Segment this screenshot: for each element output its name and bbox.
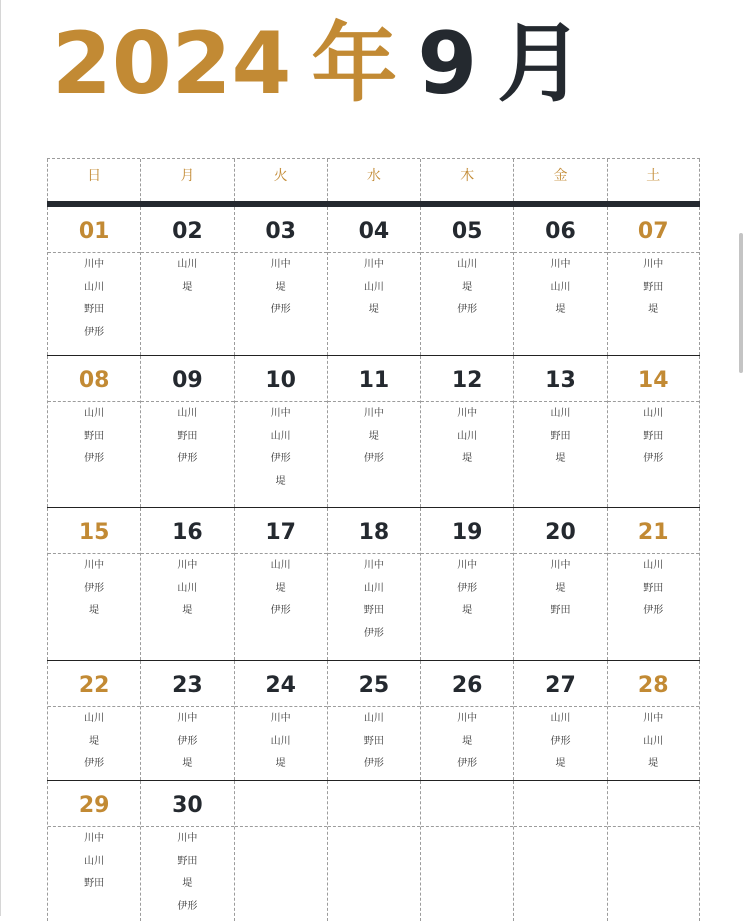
assignee-name: 伊形	[84, 453, 105, 464]
assignee-name: 堤	[462, 735, 473, 747]
assignee-name: 野田	[550, 605, 571, 616]
assignee-name: 堤	[462, 453, 473, 464]
assignee-name: 伊形	[363, 453, 384, 464]
calendar-day-cell[interactable]	[140, 508, 233, 660]
assignee-list	[48, 402, 140, 472]
assignee-name: 野田	[363, 735, 384, 747]
day-number: 03	[235, 207, 327, 253]
assignee-list	[421, 253, 513, 323]
assignee-name: 川中	[457, 560, 478, 571]
calendar-day-cell[interactable]	[420, 207, 513, 355]
day-number: 19	[421, 508, 513, 554]
assignee-name: 堤	[555, 453, 566, 464]
assignee-list	[608, 253, 699, 323]
calendar-day-cell[interactable]	[327, 781, 420, 921]
assignee-name: 山川	[457, 259, 478, 270]
assignee-name: 伊形	[457, 304, 478, 315]
assignee-name: 野田	[84, 878, 105, 889]
assignee-list	[608, 402, 699, 472]
assignee-name: 堤	[182, 605, 193, 616]
assignee-list	[328, 707, 420, 777]
day-number: 05	[421, 207, 513, 253]
assignee-name: 伊形	[643, 453, 664, 464]
scrollbar-thumb[interactable]	[739, 233, 743, 373]
assignee-name: 堤	[462, 281, 473, 293]
calendar-week-row	[47, 356, 700, 508]
assignee-list	[421, 554, 513, 624]
assignee-list	[235, 402, 327, 494]
calendar-day-cell[interactable]	[234, 508, 327, 660]
calendar-day-cell[interactable]	[607, 661, 700, 780]
calendar-day-cell[interactable]	[140, 356, 233, 507]
assignee-name: 堤	[182, 281, 193, 293]
assignee-name: 堤	[89, 605, 100, 616]
calendar-day-cell[interactable]	[513, 356, 606, 507]
day-number: 07	[608, 207, 699, 253]
assignee-name: 山川	[363, 713, 384, 724]
day-number: 06	[514, 207, 606, 253]
assignee-list	[514, 253, 606, 323]
assignee-name: 川中	[84, 833, 105, 844]
title-month: 9	[417, 14, 478, 114]
assignee-name: 野田	[177, 430, 198, 442]
assignee-list	[421, 707, 513, 777]
assignee-list	[328, 827, 420, 829]
day-number: 27	[514, 661, 606, 707]
page-title	[52, 14, 583, 114]
day-number	[514, 781, 606, 827]
calendar-day-cell[interactable]	[513, 508, 606, 660]
weekday-header-row	[47, 158, 700, 201]
weekday-header: 木	[420, 159, 513, 201]
assignee-list	[421, 827, 513, 829]
assignee-name: 川中	[270, 713, 291, 724]
assignee-name: 堤	[555, 582, 566, 594]
assignee-name: 伊形	[177, 453, 198, 464]
calendar-grid	[47, 158, 700, 921]
assignee-name: 伊形	[457, 758, 478, 769]
assignee-name: 山川	[177, 582, 198, 594]
calendar-day-cell[interactable]	[513, 207, 606, 355]
day-number: 01	[48, 207, 140, 253]
assignee-name: 山川	[643, 735, 664, 747]
title-year: 2024	[52, 14, 292, 114]
calendar-day-cell[interactable]	[607, 356, 700, 507]
assignee-name: 伊形	[457, 582, 478, 594]
calendar-day-cell[interactable]	[47, 661, 140, 780]
assignee-name: 山川	[177, 408, 198, 419]
day-number: 12	[421, 356, 513, 402]
assignee-name: 山川	[550, 713, 571, 724]
weekday-header: 日	[47, 159, 140, 201]
assignee-name: 山川	[363, 582, 384, 594]
assignee-list	[328, 554, 420, 646]
assignee-name: 野田	[550, 430, 571, 442]
calendar-day-cell[interactable]	[327, 508, 420, 660]
weekday-header: 月	[140, 159, 233, 201]
assignee-name: 堤	[368, 304, 379, 315]
assignee-name: 伊形	[363, 627, 384, 639]
day-number: 26	[421, 661, 513, 707]
assignee-name: 川中	[84, 259, 105, 270]
assignee-name: 川中	[643, 713, 664, 724]
assignee-name: 川中	[270, 259, 291, 270]
assignee-name: 伊形	[270, 605, 291, 616]
assignee-name: 堤	[555, 304, 566, 315]
calendar-day-cell[interactable]	[420, 781, 513, 921]
assignee-list	[608, 707, 699, 777]
assignee-name: 堤	[462, 605, 473, 616]
assignee-name: 川中	[550, 560, 571, 571]
calendar-day-cell[interactable]	[47, 356, 140, 507]
calendar-day-cell[interactable]	[513, 781, 606, 921]
assignee-list	[235, 253, 327, 323]
assignee-name: 川中	[363, 408, 384, 419]
assignee-list	[141, 402, 233, 472]
calendar-day-cell[interactable]	[47, 781, 140, 921]
assignee-name: 山川	[270, 430, 291, 442]
day-number: 08	[48, 356, 140, 402]
assignee-name: 堤	[275, 582, 286, 594]
calendar-day-cell[interactable]	[607, 207, 700, 355]
weekday-header: 火	[234, 159, 327, 201]
calendar-day-cell[interactable]	[513, 661, 606, 780]
day-number	[235, 781, 327, 827]
assignee-name: 川中	[84, 560, 105, 571]
assignee-list	[141, 707, 233, 777]
calendar-day-cell[interactable]	[234, 207, 327, 355]
assignee-name: 伊形	[550, 735, 571, 747]
day-number: 28	[608, 661, 699, 707]
calendar-day-cell[interactable]	[47, 207, 140, 355]
calendar-weeks	[47, 207, 700, 921]
assignee-name: 山川	[84, 408, 105, 419]
calendar-day-cell[interactable]	[420, 508, 513, 660]
day-number: 10	[235, 356, 327, 402]
assignee-name: 山川	[84, 855, 105, 867]
calendar-day-cell[interactable]	[47, 508, 140, 660]
weekday-header: 土	[607, 159, 700, 201]
assignee-name: 野田	[84, 430, 105, 442]
assignee-name: 伊形	[84, 326, 105, 338]
assignee-name: 野田	[643, 430, 664, 442]
assignee-list	[141, 827, 233, 919]
day-number: 20	[514, 508, 606, 554]
assignee-name: 伊形	[84, 758, 105, 769]
calendar-day-cell[interactable]	[140, 781, 233, 921]
calendar-day-cell[interactable]	[327, 356, 420, 507]
day-number: 15	[48, 508, 140, 554]
assignee-list	[48, 253, 140, 345]
assignee-list	[514, 402, 606, 472]
assignee-name: 堤	[275, 281, 286, 293]
assignee-name: 山川	[550, 408, 571, 419]
assignee-list	[235, 827, 327, 829]
day-number	[608, 781, 699, 827]
calendar-week-row	[47, 661, 700, 781]
assignee-name: 堤	[555, 758, 566, 769]
assignee-name: 堤	[275, 758, 286, 769]
day-number: 17	[235, 508, 327, 554]
weekday-header: 水	[327, 159, 420, 201]
calendar-day-cell[interactable]	[234, 781, 327, 921]
page-left-border	[0, 0, 1, 916]
assignee-list	[48, 554, 140, 624]
title-year-suffix: 年	[311, 14, 398, 114]
assignee-list	[608, 827, 699, 829]
assignee-name: 堤	[89, 735, 100, 747]
assignee-name: 山川	[643, 560, 664, 571]
assignee-list	[235, 554, 327, 624]
day-number: 25	[328, 661, 420, 707]
assignee-name: 川中	[363, 560, 384, 571]
day-number: 14	[608, 356, 699, 402]
calendar-day-cell[interactable]	[607, 508, 700, 660]
day-number: 18	[328, 508, 420, 554]
assignee-name: 川中	[177, 713, 198, 724]
day-number: 23	[141, 661, 233, 707]
day-number: 02	[141, 207, 233, 253]
assignee-name: 川中	[550, 259, 571, 270]
assignee-name: 川中	[177, 560, 198, 571]
calendar-week-row	[47, 781, 700, 921]
assignee-name: 堤	[182, 758, 193, 769]
day-number: 09	[141, 356, 233, 402]
calendar-day-cell[interactable]	[140, 661, 233, 780]
assignee-name: 堤	[182, 878, 193, 889]
assignee-name: 川中	[457, 713, 478, 724]
assignee-name: 山川	[270, 735, 291, 747]
assignee-name: 川中	[363, 259, 384, 270]
calendar-day-cell[interactable]	[607, 781, 700, 921]
assignee-list	[48, 707, 140, 777]
assignee-name: 伊形	[270, 304, 291, 315]
assignee-name: 伊形	[177, 900, 198, 912]
day-number: 29	[48, 781, 140, 827]
day-number: 16	[141, 508, 233, 554]
day-number: 21	[608, 508, 699, 554]
assignee-name: 山川	[84, 713, 105, 724]
assignee-name: 山川	[643, 408, 664, 419]
assignee-name: 堤	[648, 758, 659, 769]
day-number	[328, 781, 420, 827]
assignee-list	[328, 402, 420, 472]
assignee-list	[514, 707, 606, 777]
assignee-name: 野田	[177, 855, 198, 867]
assignee-name: 伊形	[177, 735, 198, 747]
calendar-week-row	[47, 508, 700, 661]
assignee-list	[421, 402, 513, 472]
assignee-name: 川中	[643, 259, 664, 270]
assignee-name: 山川	[457, 430, 478, 442]
day-number: 30	[141, 781, 233, 827]
assignee-name: 野田	[84, 304, 105, 315]
assignee-name: 川中	[457, 408, 478, 419]
assignee-list	[514, 554, 606, 624]
assignee-name: 山川	[363, 281, 384, 293]
assignee-list	[48, 827, 140, 897]
assignee-name: 伊形	[363, 758, 384, 769]
day-number	[421, 781, 513, 827]
assignee-list	[608, 554, 699, 624]
assignee-name: 山川	[177, 259, 198, 270]
assignee-name: 伊形	[643, 605, 664, 616]
calendar-day-cell[interactable]	[420, 356, 513, 507]
day-number: 22	[48, 661, 140, 707]
calendar-week-row	[47, 207, 700, 356]
assignee-list	[514, 827, 606, 829]
assignee-list	[328, 253, 420, 323]
day-number: 13	[514, 356, 606, 402]
day-number: 24	[235, 661, 327, 707]
calendar-day-cell[interactable]	[327, 661, 420, 780]
assignee-name: 山川	[270, 560, 291, 571]
assignee-name: 野田	[363, 605, 384, 616]
calendar-day-cell[interactable]	[234, 356, 327, 507]
day-number: 11	[328, 356, 420, 402]
calendar-day-cell[interactable]	[234, 661, 327, 780]
day-number: 04	[328, 207, 420, 253]
assignee-name: 野田	[643, 281, 664, 293]
calendar-day-cell[interactable]	[420, 661, 513, 780]
assignee-list	[235, 707, 327, 777]
assignee-name: 堤	[368, 430, 379, 442]
assignee-name: 川中	[270, 408, 291, 419]
assignee-name: 堤	[275, 475, 286, 487]
assignee-name: 伊形	[270, 453, 291, 464]
assignee-list	[141, 253, 233, 300]
assignee-name: 山川	[84, 281, 105, 293]
assignee-name: 野田	[643, 582, 664, 594]
weekday-header: 金	[513, 159, 606, 201]
calendar-day-cell[interactable]	[327, 207, 420, 355]
assignee-name: 山川	[550, 281, 571, 293]
assignee-list	[141, 554, 233, 624]
title-month-suffix: 月	[497, 14, 584, 114]
assignee-name: 川中	[177, 833, 198, 844]
assignee-name: 伊形	[84, 582, 105, 594]
assignee-name: 堤	[648, 304, 659, 315]
calendar-day-cell[interactable]	[140, 207, 233, 355]
